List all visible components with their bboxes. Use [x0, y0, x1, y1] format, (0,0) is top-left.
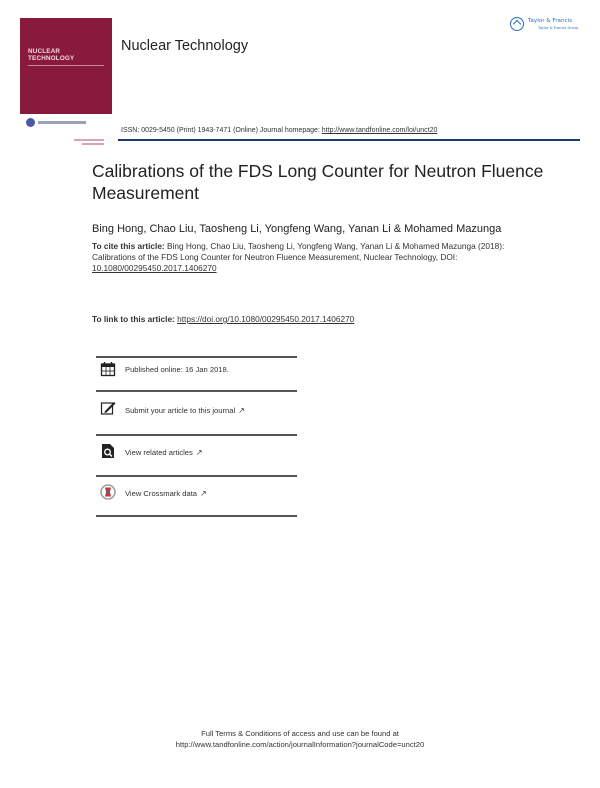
calendar-icon — [100, 361, 116, 377]
cover-footer-mark-2 — [82, 143, 104, 145]
journal-cover-image — [20, 18, 112, 134]
taylor-francis-logo-icon — [510, 17, 524, 31]
link-label: To link to this article: — [92, 314, 178, 324]
panel-divider-3 — [96, 475, 297, 477]
issn-text: ISSN: 0029-5450 (Print) 1943-7471 (Online) Journal homepage: — [121, 127, 322, 134]
crossmark-icon — [100, 484, 116, 500]
publisher-logo-tagline: Taylor & Francis Group — [538, 26, 579, 30]
cover-title-line2: TECHNOLOGY — [28, 55, 75, 62]
citation-label: To cite this article: — [92, 241, 167, 251]
article-authors: Bing Hong, Chao Liu, Taosheng Li, Yongfeng Wang, Yanan Li & Mohamed Mazunga — [92, 223, 502, 235]
panel-divider-top — [96, 356, 297, 358]
publisher-logo[interactable] — [510, 16, 590, 38]
edit-icon — [100, 400, 116, 416]
society-logo-text — [38, 121, 86, 124]
submit-article-link[interactable] — [125, 406, 245, 415]
external-link-icon: ↗ — [195, 448, 203, 457]
cover-divider — [28, 65, 104, 66]
submit-article-label: Submit your article to this journal — [125, 406, 236, 415]
published-online-text: Published online: 16 Jan 2018. — [125, 365, 229, 374]
search-document-icon — [100, 443, 116, 459]
citation-text: Bing Hong, Chao Liu, Taosheng Li, Yongfeng Wang, Yanan Li & Mohamed Mazunga (2018): Calibrations of the FDS Long Counter for Neutron Fluence Measurement, Nuclear Technology, DOI: — [92, 241, 505, 262]
terms-text: Full Terms & Conditions of access and use can be found at — [201, 729, 399, 738]
related-articles-label: View related articles — [125, 448, 193, 457]
journal-title[interactable]: Nuclear Technology — [121, 38, 249, 54]
terms-footer — [100, 728, 500, 750]
external-link-icon: ↗ — [200, 489, 207, 498]
external-link-icon: ↗ — [238, 406, 245, 415]
related-articles-link[interactable] — [125, 448, 203, 457]
panel-divider-bottom — [96, 515, 297, 517]
society-logo-icon — [26, 118, 35, 127]
panel-divider-2 — [96, 434, 297, 436]
publisher-logo-name: Taylor & Francis — [528, 18, 573, 24]
cover-title-line1: NUCLEAR — [28, 48, 61, 55]
citation-block — [92, 241, 512, 274]
article-doi-url-link[interactable]: https://doi.org/10.1080/00295450.2017.1406270 — [177, 314, 355, 324]
cover-title — [28, 48, 74, 62]
journal-homepage-link[interactable]: http://www.tandfonline.com/loi/unct20 — [321, 127, 438, 134]
article-link-block — [92, 314, 512, 325]
panel-divider-1 — [96, 390, 297, 392]
article-title: Calibrations of the FDS Long Counter for Neutron Fluence Measurement — [92, 161, 544, 203]
issn-line — [121, 127, 437, 134]
cover-footer-mark — [74, 139, 104, 141]
doi-link[interactable]: 10.1080/00295450.2017.1406270 — [92, 263, 217, 273]
terms-url-link[interactable]: http://www.tandfonline.com/action/journalInformation?journalCode=unct20 — [175, 740, 425, 749]
crossmark-label: View Crossmark data — [125, 489, 198, 498]
crossmark-link[interactable] — [125, 489, 207, 498]
header-divider — [118, 139, 580, 141]
